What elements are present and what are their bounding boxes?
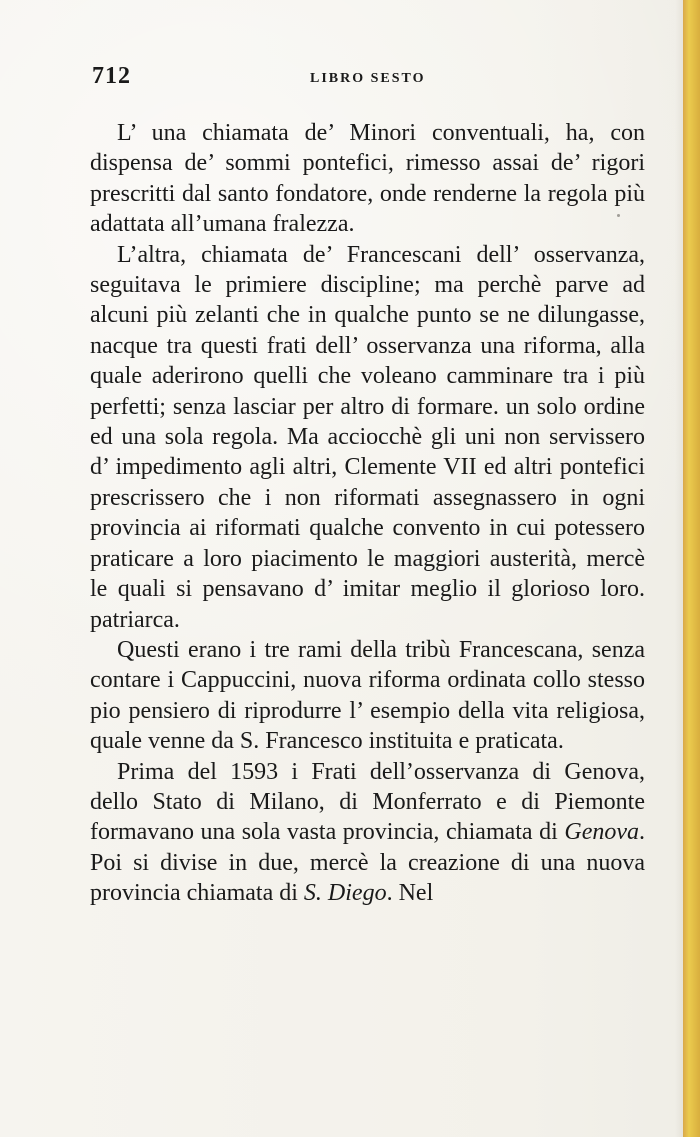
paragraph-tribu-francescana: Questi erano i tre rami della tribù Francescana, senza contare i Cappuccini, nuova riforma ordinata collo stesso pio pensiero di riprodurre l’ esempio della vita religiosa, quale venne da S. Francesco instituita e praticata. [90, 636, 645, 755]
text-block [90, 118, 645, 909]
running-head: LIBRO SESTO [310, 71, 426, 86]
paragraph-provincia-genova [90, 757, 645, 909]
page-edge-shadow [675, 0, 683, 1137]
page-number: 712 [92, 63, 131, 89]
page-header [92, 63, 642, 93]
paragraph-osservanza: L’altra, chiamata de’ Francescani dell’ osservanza, seguitava le primiere discipline; ma perchè parve ad alcuni più zelanti che in qualche punto se ne dilungasse, nacque tra questi frati dell’ osservanza una riforma, alla quale aderirono quelli che voleano camminare tra i più perfetti; senza lasciar per altro di formare. un solo ordine ed una sola regola. Ma acciocchè gli uni non servissero d’ impedimento agli altri, Clemente VII ed altri pontefici prescrissero che i non riformati assegnassero in ogni provincia ai riformati qualche convento in cui potessero praticare a loro piacimento le maggiori austerità, mercè le quali si pensavano d’ imitar meglio il glorioso loro. patriarca. [90, 241, 645, 633]
paper-speck [617, 214, 620, 217]
italic-genova: Genova [564, 819, 639, 846]
gilded-page-edge [683, 0, 700, 1137]
paragraph-fragment: Prima del 1593 i Frati dell’osservanza di Genova, dello Stato di Milano, di Monferrato e di Piemonte formavano una sola vasta provincia, chiamata di [90, 758, 645, 846]
paragraph-conventuali: L’ una chiamata de’ Minori conventuali, ha, con dispensa de’ sommi pontefici, rimesso assai de’ rigori prescritti dal santo fondatore, onde renderne la regola più adattata all’umana fralezza. [90, 120, 645, 238]
paragraph-fragment: . Nel [386, 880, 434, 907]
italic-s-diego: S. Diego [303, 880, 387, 907]
paragraph-fragment: . Poi si divise in due, mercè la creazione di una nuova provincia chiamata di [90, 819, 645, 907]
